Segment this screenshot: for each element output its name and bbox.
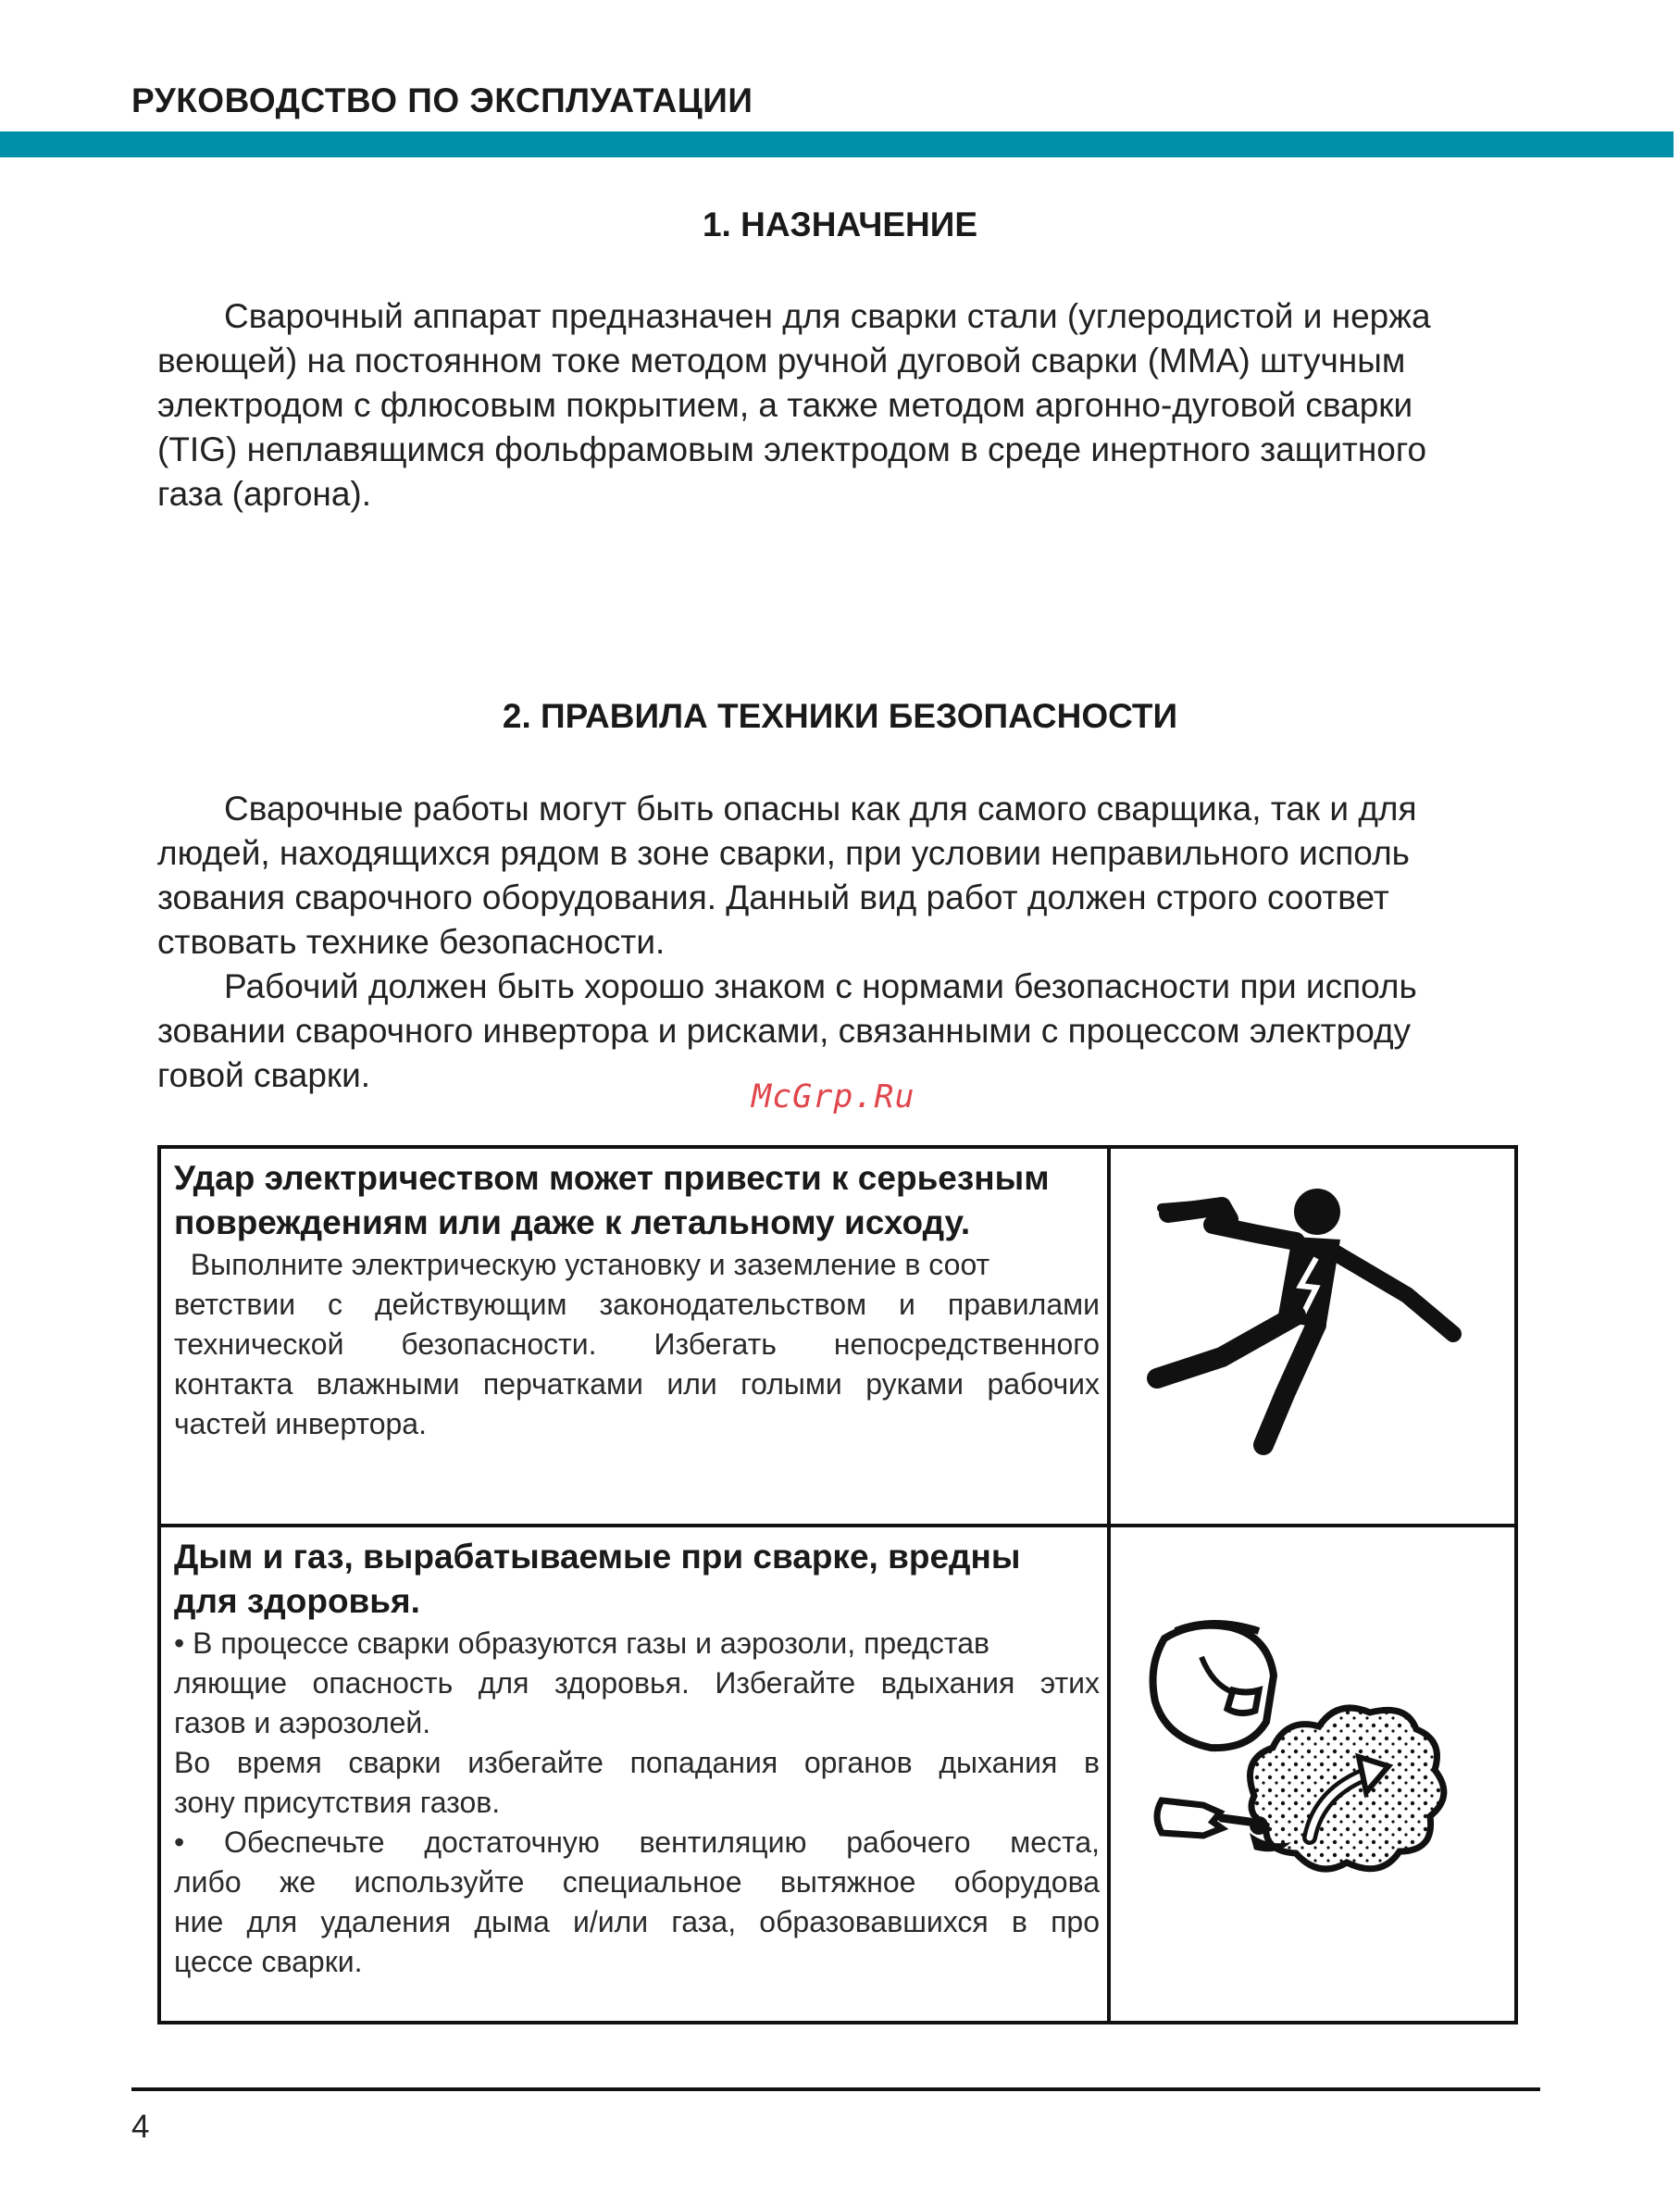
text-line: зования сварочного оборудования. Данный вид работ должен строго соответ xyxy=(157,878,1389,916)
text-line: ляющие опасность для здоровья. Избегайте вдыхания этих xyxy=(174,1666,1100,1700)
text-line: людей, находящихся рядом в зоне сварки, при условии неправильного исполь xyxy=(157,834,1410,872)
warning-title xyxy=(174,1156,1100,1245)
safety-warnings-table xyxy=(157,1145,1518,2024)
text-line: газов и аэрозолей. xyxy=(174,1706,431,1739)
text-line: Удар электричеством может привести к серьезным xyxy=(174,1159,1050,1197)
text-line: Сварочные работы могут быть опасны как для самого сварщика, так и для xyxy=(224,790,1417,828)
text-line: ветствии с действующим законодательством и правилами xyxy=(174,1288,1100,1321)
icon-cell xyxy=(1111,1149,1514,1524)
section-1-paragraph xyxy=(157,294,1518,517)
text-line: повреждениям или даже к летальному исходу. xyxy=(174,1203,971,1241)
table-row xyxy=(161,1527,1514,2021)
text-line: электродом с флюсовым покрытием, а также методом аргонно-дуговой сварки xyxy=(157,386,1413,424)
watermark: McGrp.Ru xyxy=(752,1078,915,1115)
text-line: ние для удаления дыма и/или газа, образовавшихся в про xyxy=(174,1905,1100,1938)
text-line: • Обеспечьте достаточную вентиляцию рабочего места, xyxy=(174,1825,1100,1859)
section-2-paragraph-1 xyxy=(157,787,1518,965)
text-line: контакта влажными перчатками или голыми руками рабочих xyxy=(174,1367,1100,1401)
page-number: 4 xyxy=(131,2109,150,2145)
warning-text-cell xyxy=(174,1156,1100,1444)
warning-body xyxy=(174,1245,1100,1444)
text-line: Дым и газ, вырабатываемые при сварке, вредны xyxy=(174,1538,1021,1576)
text-line: цессе сварки. xyxy=(174,1945,363,1978)
text-line: (TIG) неплавящимся фольфрамовым электродом в среде инертного защитного xyxy=(157,430,1427,468)
text-line: говой сварки. xyxy=(157,1056,371,1094)
text-line: зону присутствия газов. xyxy=(174,1786,501,1819)
welding-fumes-icon xyxy=(1111,1527,1514,2021)
text-line: либо же используйте специальное вытяжное оборудова xyxy=(174,1865,1100,1899)
warning-title xyxy=(174,1535,1100,1624)
text-line: • В процессе сварки образуются газы и аэрозоли, представ xyxy=(174,1626,989,1660)
text-line: Во время сварки избегайте попадания органов дыхания в xyxy=(174,1746,1100,1779)
text-line: для здоровья. xyxy=(174,1582,420,1620)
text-line: зовании сварочного инвертора и рисками, связанными с процессом электроду xyxy=(157,1012,1412,1050)
text-line: веющей) на постоянном токе методом ручной дуговой сварки (ММА) штучным xyxy=(157,342,1406,380)
document-header-title: РУКОВОДСТВО ПО ЭКСПЛУАТАЦИИ xyxy=(131,81,753,119)
text-line: ствовать технике безопасности. xyxy=(157,923,666,961)
warning-text-cell xyxy=(174,1535,1100,1982)
warning-body xyxy=(174,1624,1100,1982)
text-line: Выполните электрическую установку и заземление в соот xyxy=(174,1248,990,1281)
table-row xyxy=(161,1149,1514,1527)
electric-shock-icon xyxy=(1111,1149,1514,1524)
text-line: Сварочный аппарат предназначен для сварки стали (углеродистой и нержа xyxy=(224,297,1431,335)
text-line: технической безопасности. Избегать непосредственного xyxy=(174,1327,1100,1361)
footer-rule xyxy=(131,2087,1540,2091)
section-1-heading: 1. НАЗНАЧЕНИЕ xyxy=(702,206,978,243)
header-accent-bar xyxy=(0,131,1674,157)
section-2-heading: 2. ПРАВИЛА ТЕХНИКИ БЕЗОПАСНОСТИ xyxy=(502,697,1178,735)
text-line: газа (аргона). xyxy=(157,475,372,513)
icon-cell xyxy=(1111,1527,1514,2021)
text-line: частей инвертора. xyxy=(174,1407,427,1440)
text-line: Рабочий должен быть хорошо знаком с нормами безопасности при исполь xyxy=(224,967,1417,1005)
